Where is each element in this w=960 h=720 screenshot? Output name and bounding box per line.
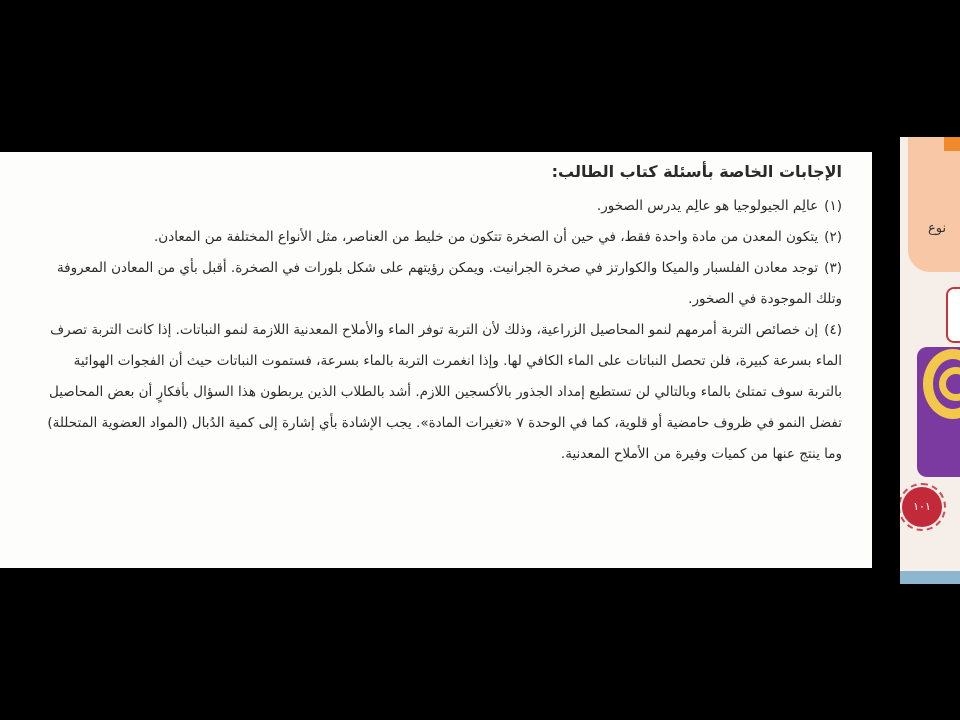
orange-accent bbox=[944, 137, 960, 151]
peach-panel bbox=[908, 137, 960, 272]
page-number: ١٠١ bbox=[902, 487, 942, 527]
answer-3 bbox=[42, 253, 842, 315]
answer-text: يتكون المعدن من مادة واحدة فقط، في حين أن الصخرة تتكون من خليط من العناصر، مثل الأنواع المختلفة من المعادن. bbox=[153, 229, 819, 245]
answer-text: توجد معادن الفلسبار والميكا والكوارتز في صخرة الجرانيت. ويمكن رؤيتهم على شكل بلورات في الصخرة. أقبل بأي من المعادن المعروفة وتلك الموجودة في الصخور. bbox=[56, 260, 842, 307]
answers-list bbox=[42, 191, 842, 470]
side-text-fragment: نوع bbox=[928, 221, 947, 236]
answer-number: (٣) bbox=[824, 260, 842, 276]
answers-section bbox=[42, 162, 842, 470]
answers-title: الإجابات الخاصة بأسئلة كتاب الطالب: bbox=[551, 162, 842, 181]
textbook-page bbox=[0, 152, 872, 568]
purple-illustration bbox=[917, 347, 960, 477]
answer-number: (٤) bbox=[824, 322, 842, 338]
answer-number: (١) bbox=[824, 198, 842, 214]
answer-number: (٢) bbox=[824, 229, 842, 245]
next-page-sliver bbox=[900, 137, 960, 584]
answer-4 bbox=[42, 315, 842, 470]
answer-text: عالِم الجيولوجيا هو عالِم يدرس الصخور. bbox=[596, 198, 819, 214]
red-outline-card bbox=[946, 287, 960, 343]
answer-text: إن خصائص التربة أمرمهم لنمو المحاصيل الزراعية، وذلك لأن التربة توفر الماء والأملاح المعدنية اللازمة لنمو النباتات. إذا كانت التربة تصرف الماء بسرعة كبيرة، فلن تحصل النباتات على الماء الكافي لها. وإذا انغمرت التربة بالماء بسرعة، فستموت النباتات حيث أن الفجوات الهوائية بالتربة سوف تمتلئ بالماء وبالتالي لن تستطيع إمداد الجذور بالأكسجين اللازم. أشد بالطلاب الذين يربطون هذا السؤال بأفكارٍ أن بعض المحاصيل تفضل النمو في ظروف حامضية أو قلوية، كما في الوحدة ٧ «تغيرات المادة». يجب الإشادة بأي إشارة إلى كمية الدُبال (المواد العضوية المتحللة) وما ينتج عنها من كميات وفيرة من الأملاح المعدنية. bbox=[47, 322, 842, 462]
answer-1 bbox=[42, 191, 842, 222]
answer-2 bbox=[42, 222, 842, 253]
blue-footer-bar bbox=[900, 571, 960, 584]
